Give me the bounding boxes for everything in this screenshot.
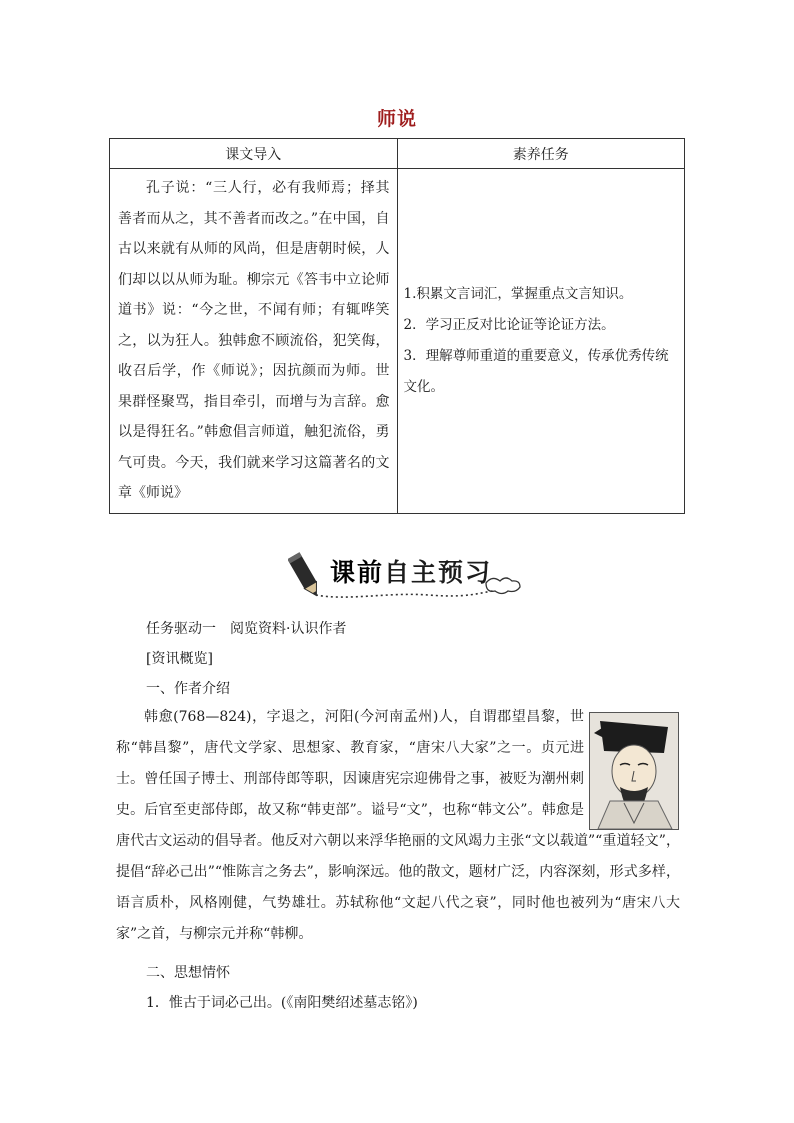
banner-title [330, 553, 492, 589]
intro-table [109, 138, 685, 514]
header-tasks: 素养任务 [397, 139, 685, 169]
banner-title-part1: 课前 [330, 558, 385, 587]
thought-heading: 二、思想情怀 [146, 965, 230, 981]
section-banner [288, 545, 538, 607]
author-text: 韩愈(768—824)，字退之，河阳(今河南孟州)人，自谓郡望昌黎，世称“韩昌黎”，唐代文学家、思想家、教育家，“唐宋八大家”之一。贞元进士。曾任国子博士、刑部侍郎等职，因谏唐宪宗迎佛骨之事，被贬为潮州刺史。后官至吏部侍郎，故又称“韩吏部”。谥号“文”，也称“韩文公”。韩愈是唐代古文运动的倡导者。他反对六朝以来浮华艳丽的文风竭力主张“文以载道”“重道轻文”，提倡“辞必己出”“惟陈言之务去”，影响深远。他的散文，题材广泛，内容深刻，形式多样，语言质朴，风格刚健，气势雄壮。苏轼称他“文起八代之衰”，同时他也被列为“唐宋八大家”之首，与柳宗元并称“韩柳。 [116, 709, 680, 942]
author-intro [116, 702, 680, 950]
table-header-row [110, 139, 685, 169]
tasks-cell [397, 169, 685, 514]
task-item: 2．学习正反对比论证等论证方法。 [403, 316, 615, 333]
info-label: [资讯概览] [146, 651, 213, 667]
table-row [110, 169, 685, 514]
task-item: 3．理解尊师重道的重要意义，传承优秀传统文化。 [403, 347, 669, 395]
lead-text: 孔子说：“三人行，必有我师焉；择其善者而从之，其不善者而改之。”在中国，自古以来就有从师的风尚，但是唐朝时候，人们却以以从师为耻。柳宗元《答韦中立论师道书》说：“今之世，不闻有师；有辄哗笑之，以为狂人。独韩愈不顾流俗，犯笑侮，收召后学，作《师说》；因抗颜而为师。世果群怪聚骂，指目牵引，而增与为言辞。愈以是得狂名。”韩愈倡言师道，触犯流俗，勇气可贵。今天，我们就来学习这篇著名的文章《师说》 [118, 180, 390, 501]
header-lead: 课文导入 [110, 139, 398, 169]
banner-title-part2: 自主预习 [384, 558, 493, 587]
lead-cell [110, 169, 398, 514]
author-heading: 一、作者介绍 [146, 681, 230, 697]
page-title: 师说 [376, 108, 417, 130]
thought-item: 1．惟古于词必己出。(《南阳樊绍述墓志铭》) [146, 995, 418, 1011]
task-item: 1.积累文言词汇，掌握重点文言知识。 [403, 285, 633, 302]
task-heading: 任务驱动一 阅览资料·认识作者 [146, 621, 347, 637]
